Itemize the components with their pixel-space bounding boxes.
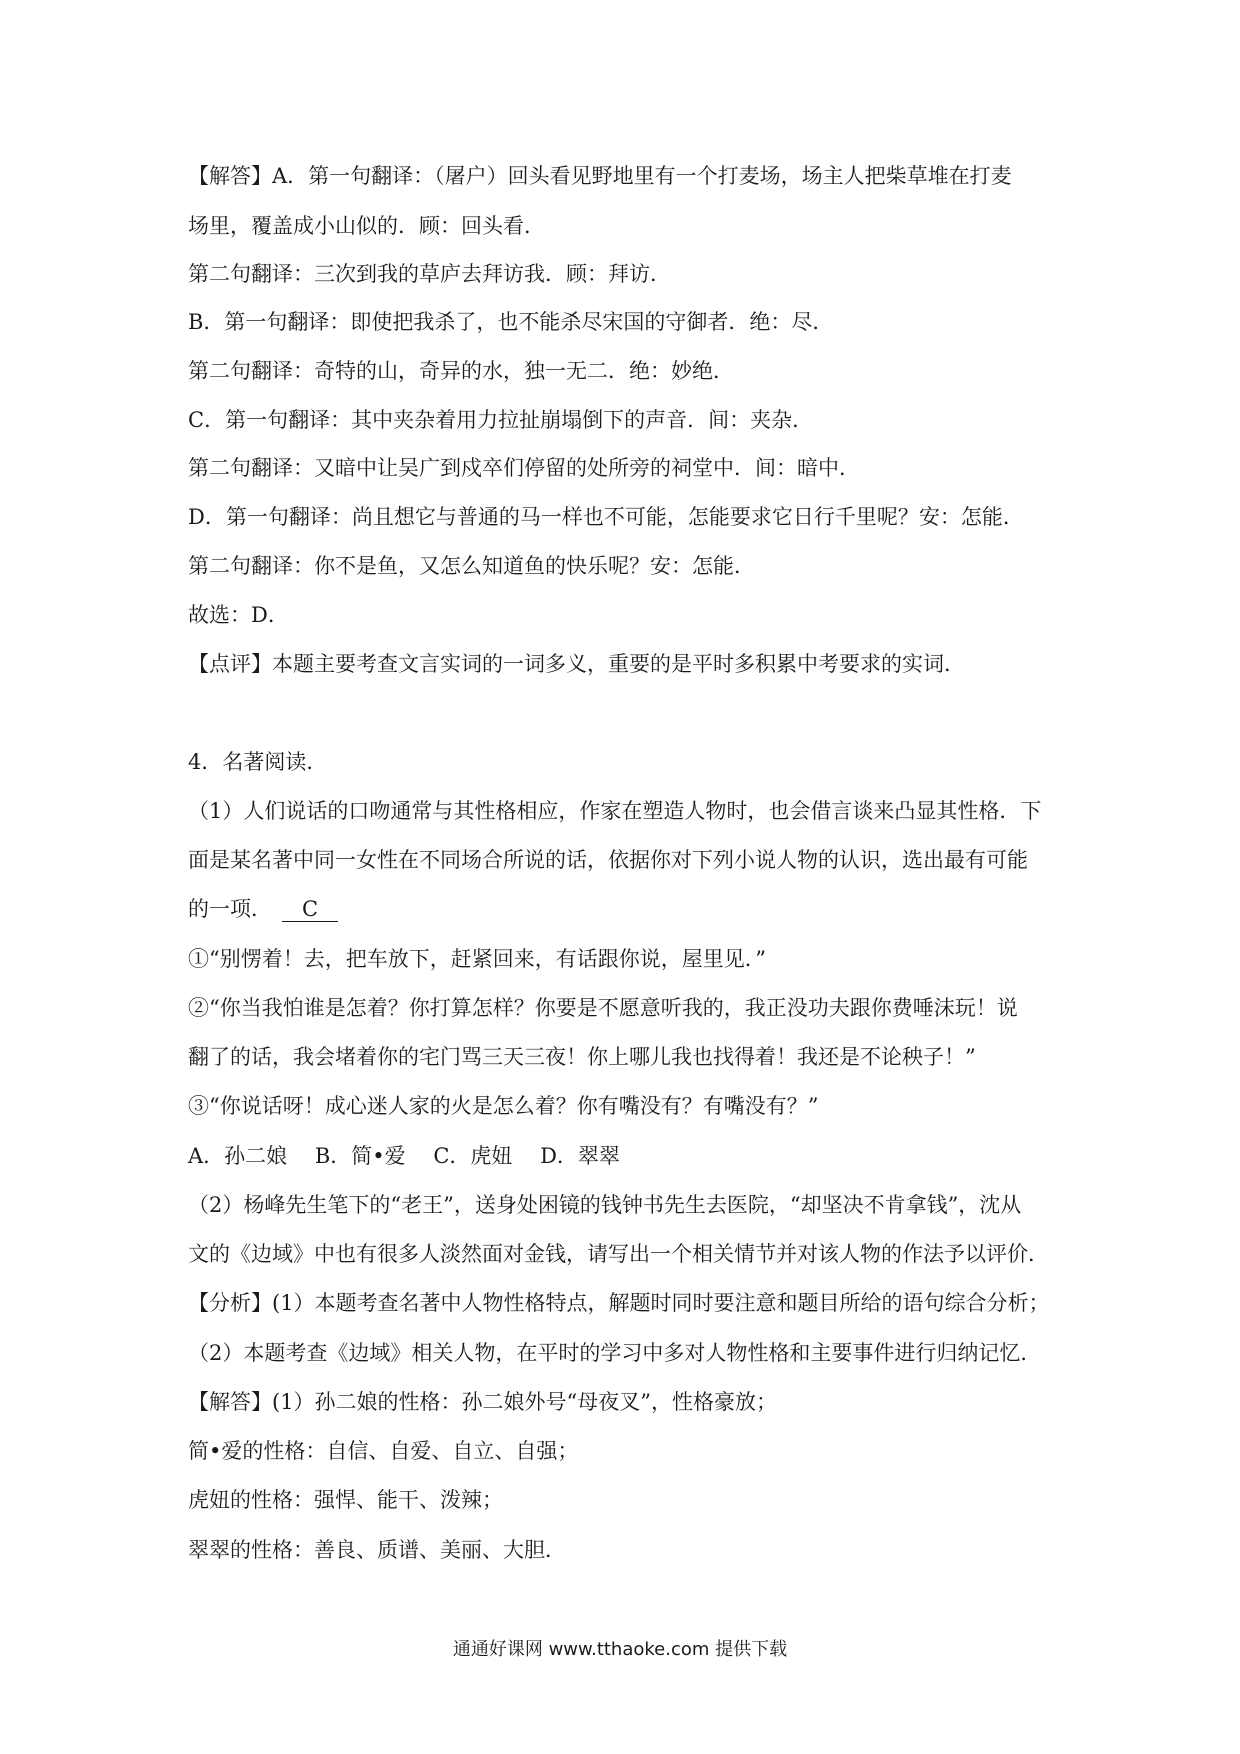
text-line: B．第一句翻译：即使把我杀了，也不能杀尽宋国的守御者．绝：尽． (188, 310, 834, 334)
text-line: 虎妞的性格：强悍、能干、泼辣； (188, 1488, 503, 1512)
text-line: 面是某名著中同一女性在不同场合所说的话，依据你对下列小说人物的认识，选出最有可能 (188, 848, 1028, 872)
text-line: 场里，覆盖成小山似的．顾：回头看． (188, 214, 545, 238)
options-line: A．孙二娘 B．简•爱 C．虎妞 D．翠翠 (188, 1144, 620, 1168)
text-line: 故选：D． (188, 603, 289, 627)
question-heading: 4．名著阅读． (188, 750, 328, 774)
text-line: 第二句翻译：又暗中让吴广到戍卒们停留的处所旁的祠堂中．间：暗中． (188, 456, 860, 480)
text-line: 翻了的话，我会堵着你的宅门骂三天三夜！你上哪儿我也找得着！我还是不论秧子！” (188, 1045, 976, 1069)
text-line: 【点评】本题主要考查文言实词的一词多义，重要的是平时多积累中考要求的实词． (188, 652, 965, 676)
text-line: ①“别愣着！去，把车放下，赶紧回来，有话跟你说，屋里见．” (188, 947, 766, 971)
text-line-with-answer (188, 894, 1088, 924)
text-fragment: 的一项． (188, 897, 272, 921)
text-line: 文的《边域》中也有很多人淡然面对金钱，请写出一个相关情节并对该人物的作法予以评价． (188, 1242, 1049, 1266)
text-line: 【解答】(1）孙二娘的性格：孙二娘外号“母夜叉”，性格豪放； (188, 1390, 778, 1414)
text-line: （1）人们说话的口吻通常与其性格相应，作家在塑造人物时，也会借言谈来凸显其性格．下 (188, 799, 1042, 823)
text-line: 翠翠的性格：善良、质谱、美丽、大胆． (188, 1538, 566, 1562)
text-line: 第二句翻译：三次到我的草庐去拜访我．顾：拜访． (188, 262, 671, 286)
answer-blank: C (282, 897, 338, 922)
text-line: 第二句翻译：你不是鱼，又怎么知道鱼的快乐呢？安：怎能． (188, 554, 755, 578)
text-line: C．第一句翻译：其中夹杂着用力拉扯崩塌倒下的声音．间：夹杂． (188, 408, 814, 432)
text-line: （2）本题考查《边域》相关人物，在平时的学习中多对人物性格和主要事件进行归纳记忆． (188, 1341, 1042, 1365)
text-line: ③“你说话呀！成心迷人家的火是怎么着？你有嘴没有？有嘴没有？” (188, 1094, 819, 1118)
page-footer: 通通好课网 www.tthaoke.com 提供下载 (452, 1639, 788, 1660)
text-line: 【解答】A．第一句翻译：（屠户）回头看见野地里有一个打麦场，场主人把柴草堆在打麦 (188, 164, 1012, 188)
text-line: D．第一句翻译：尚且想它与普通的马一样也不可能，怎能要求它日行千里呢？安：怎能． (188, 505, 1024, 529)
text-line: 第二句翻译：奇特的山，奇异的水，独一无二．绝：妙绝． (188, 359, 734, 383)
text-line: 【分析】(1）本题考查名著中人物性格特点，解题时同时要注意和题目所给的语句综合分析； (188, 1291, 1050, 1315)
text-line: （2）杨峰先生笔下的“老王”，送身处困镜的钱钟书先生去医院，“却坚决不肯拿钱”，沈从 (188, 1193, 1022, 1217)
text-line: 简•爱的性格：自信、自爱、自立、自强； (188, 1439, 579, 1463)
text-line: ②“你当我怕谁是怎着？你打算怎样？你要是不愿意听我的，我正没功夫跟你费唾沫玩！说 (188, 996, 1018, 1020)
